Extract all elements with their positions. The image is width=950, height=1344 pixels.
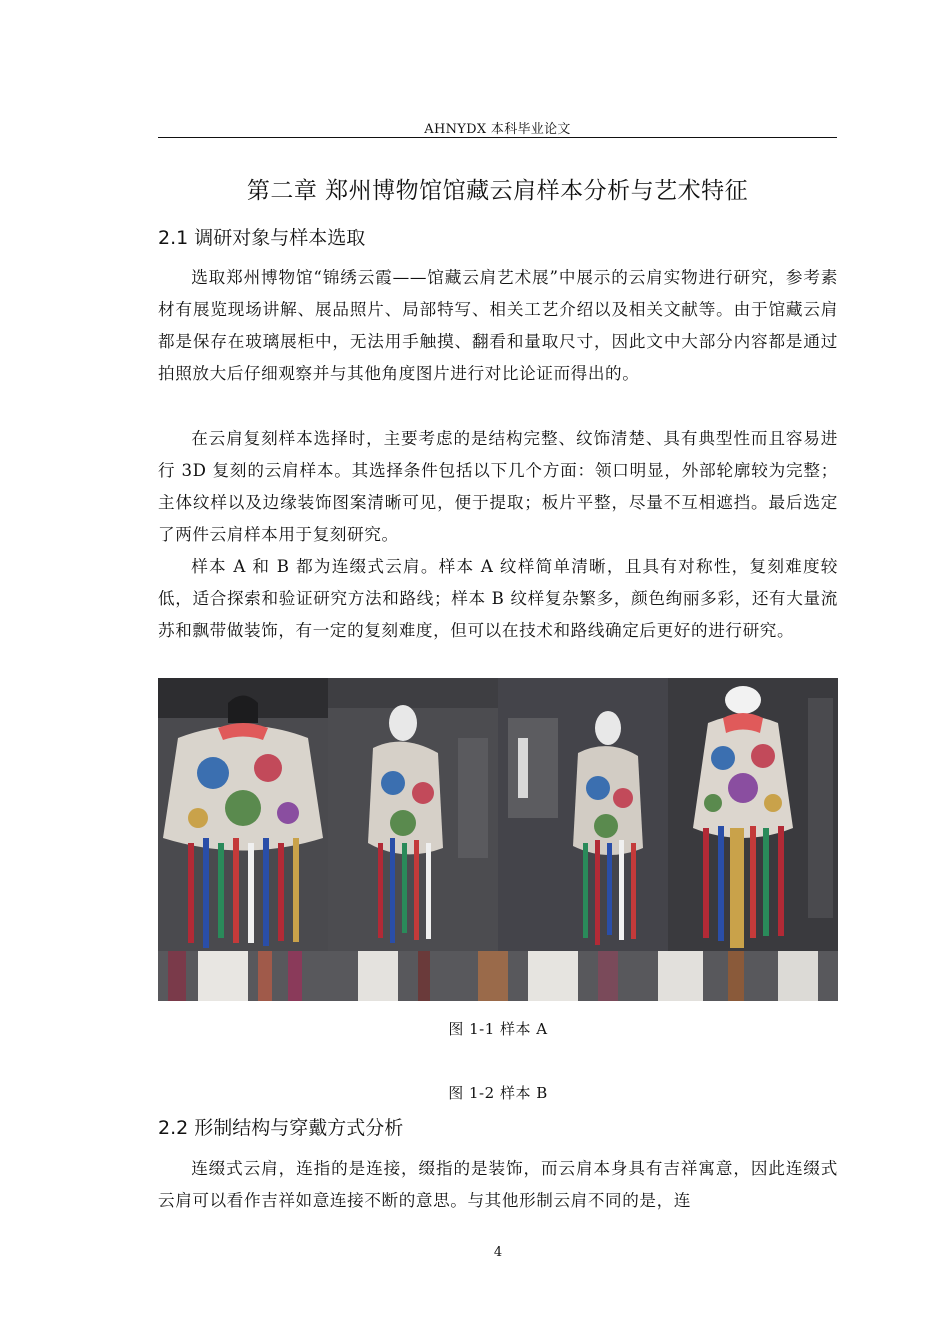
paragraph-sample-criteria: 在云肩复刻样本选择时，主要考虑的是结构完整、纹饰清楚、具有典型性而且容易进行 3D 复刻的云肩样本。其选择条件包括以下几个方面：领口明显，外部轮廓较为完整；主体纹样以及边缘装饰图案清晰可见，便于提取；板片平整，尽量不互相遮挡。最后选定了两件云肩样本用于复刻研究。 — [158, 429, 838, 544]
sample-photo-side-left — [328, 678, 498, 951]
section-heading-2-2: 2.2 形制结构与穿戴方式分析 — [158, 1117, 404, 1139]
chapter-title: 第二章 郑州博物馆馆藏云肩样本分析与艺术特征 — [246, 178, 749, 204]
page-number: 4 — [493, 1245, 503, 1260]
figure-sample-photos — [158, 678, 838, 1001]
paragraph-research-object: 选取郑州博物馆“锦绣云霞——馆藏云肩艺术展”中展示的云肩实物进行研究，参考素材有展览现场讲解、展品照片、局部特写、相关工艺介绍以及相关文献等。由于馆藏云肩都是保存在玻璃展柜中，无法用手触摸、翻看和量取尺寸，因此文中大部分内容都是通过拍照放大后仔细观察并与其他角度图片进行对比论证而得出的。 — [158, 268, 838, 383]
section-heading-2-1: 2.1 调研对象与样本选取 — [158, 227, 366, 249]
sample-photo-front — [158, 678, 328, 951]
header-text: AHNYDX 本科毕业论文 — [424, 122, 571, 137]
sample-photo-lower-strip — [158, 951, 838, 1001]
figure-caption-sample-b: 图 1-2 样本 B — [448, 1084, 548, 1102]
paragraph-sample-ab: 样本 A 和 B 都为连缀式云肩。样本 A 纹样简单清晰，且具有对称性，复刻难度较低，适合探索和验证研究方法和路线；样本 B 纹样复杂繁多，颜色绚丽多彩，还有大量流苏和飘带做装饰，有一定的复刻难度，但可以在技术和路线确定后更好的进行研究。 — [158, 557, 838, 640]
paragraph-structure-wearing: 连缀式云肩，连指的是连接，缀指的是装饰，而云肩本身具有吉祥寓意，因此连缀式云肩可以看作吉祥如意连接不断的意思。与其他形制云肩不同的是，连 — [158, 1159, 838, 1210]
header-rule — [158, 137, 837, 138]
sample-photo-side-right — [498, 678, 668, 951]
sample-photo-back — [668, 678, 838, 951]
figure-caption-sample-a: 图 1-1 样本 A — [448, 1020, 548, 1038]
